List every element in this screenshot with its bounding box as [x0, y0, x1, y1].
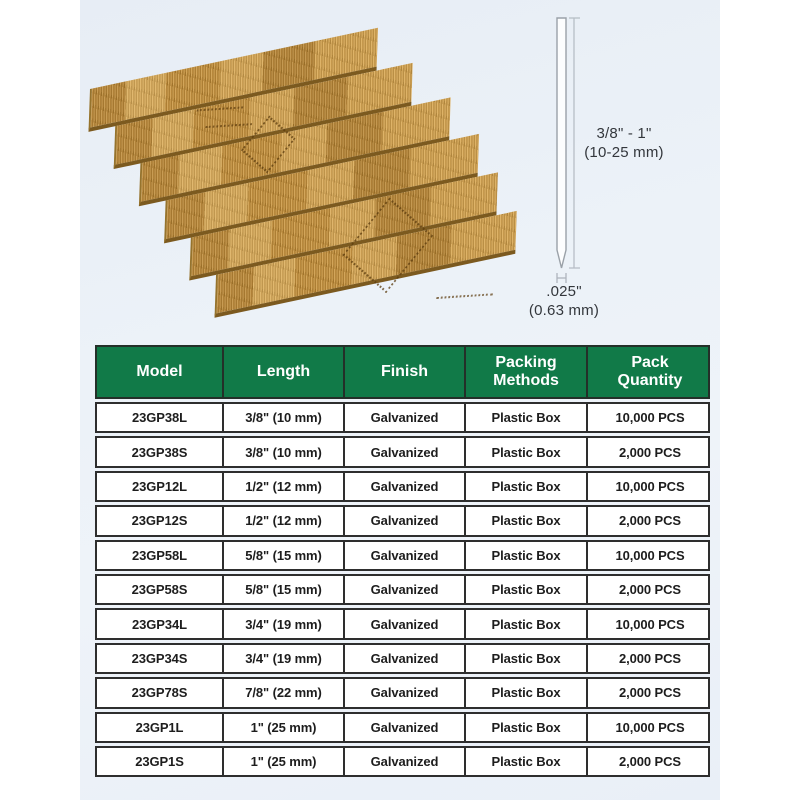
cell-quantity: 2,000 PCS [586, 645, 712, 672]
cell-model: 23GP34L [132, 616, 187, 632]
cell-finish: Galvanized [343, 576, 464, 603]
cell-finish: Galvanized [343, 542, 464, 569]
diameter-metric-text: (0.63 mm) [528, 302, 600, 319]
column-header-model: Model [136, 363, 183, 380]
table-row [95, 436, 710, 467]
column-header-packing-methods: Packing Methods [464, 347, 586, 397]
cell-model: 23GP1L [135, 719, 184, 735]
cell-quantity: 2,000 PCS [586, 748, 712, 775]
column-header-pack-quantity: Pack Quantity [586, 347, 712, 397]
cell-quantity: 2,000 PCS [586, 438, 712, 465]
cell-length: 5/8" (15 mm) [222, 576, 343, 603]
cell-packing: Plastic Box [464, 438, 586, 465]
cell-quantity: 10,000 PCS [586, 404, 712, 431]
cell-length: 3/8" (10 mm) [222, 404, 343, 431]
cell-quantity: 10,000 PCS [586, 473, 712, 500]
cell-finish: Galvanized [343, 438, 464, 465]
cell-packing: Plastic Box [464, 748, 586, 775]
cell-length: 5/8" (15 mm) [222, 542, 343, 569]
cell-packing: Plastic Box [464, 610, 586, 637]
table-row [95, 608, 710, 639]
cell-model: 23GP58L [132, 547, 187, 563]
cell-length: 1" (25 mm) [222, 748, 343, 775]
product-image-panel [80, 0, 720, 800]
cell-finish: Galvanized [343, 610, 464, 637]
cell-model: 23GP38L [132, 410, 187, 426]
diameter-dimension-label [504, 282, 624, 320]
cell-model: 23GP38S [131, 444, 188, 460]
table-row [95, 746, 710, 777]
column-header-finish: Finish [343, 347, 464, 397]
cell-packing: Plastic Box [464, 679, 586, 706]
cell-length: 7/8" (22 mm) [222, 679, 343, 706]
cell-quantity: 10,000 PCS [586, 542, 712, 569]
cell-model: 23GP78S [131, 685, 188, 701]
table-header-row [95, 345, 710, 399]
cell-length: 3/4" (19 mm) [222, 610, 343, 637]
cell-packing: Plastic Box [464, 404, 586, 431]
cell-packing: Plastic Box [464, 576, 586, 603]
cell-length: 3/4" (19 mm) [222, 645, 343, 672]
length-dimension-label [564, 124, 684, 162]
cell-packing: Plastic Box [464, 542, 586, 569]
table-row [95, 505, 710, 536]
cell-packing: Plastic Box [464, 645, 586, 672]
cell-length: 3/8" (10 mm) [222, 438, 343, 465]
cell-packing: Plastic Box [464, 473, 586, 500]
cell-model: 23GP1S [135, 754, 184, 770]
cell-quantity: 10,000 PCS [586, 714, 712, 741]
diameter-text: .025" [546, 283, 582, 300]
cell-length: 1/2" (12 mm) [222, 507, 343, 534]
table-row [95, 540, 710, 571]
etched-dotted-line [436, 293, 493, 299]
cell-quantity: 2,000 PCS [586, 507, 712, 534]
cell-finish: Galvanized [343, 714, 464, 741]
spec-table [95, 345, 710, 777]
cell-length: 1/2" (12 mm) [222, 473, 343, 500]
table-row [95, 712, 710, 743]
cell-quantity: 10,000 PCS [586, 610, 712, 637]
table-row [95, 677, 710, 708]
cell-model: 23GP12L [132, 478, 187, 494]
cell-quantity: 2,000 PCS [586, 679, 712, 706]
table-row [95, 574, 710, 605]
cell-finish: Galvanized [343, 404, 464, 431]
cell-finish: Galvanized [343, 507, 464, 534]
cell-model: 23GP34S [131, 650, 188, 666]
table-row [95, 643, 710, 674]
cell-model: 23GP12S [131, 513, 188, 529]
cell-packing: Plastic Box [464, 714, 586, 741]
column-header-length: Length [222, 347, 343, 397]
length-range-metric-text: (10-25 mm) [584, 144, 664, 161]
cell-finish: Galvanized [343, 473, 464, 500]
cell-finish: Galvanized [343, 748, 464, 775]
length-range-text: 3/8" - 1" [596, 125, 652, 142]
cell-quantity: 2,000 PCS [586, 576, 712, 603]
cell-finish: Galvanized [343, 645, 464, 672]
cell-model: 23GP58S [131, 582, 188, 598]
table-row [95, 402, 710, 433]
table-row [95, 471, 710, 502]
cell-packing: Plastic Box [464, 507, 586, 534]
cell-finish: Galvanized [343, 679, 464, 706]
cell-length: 1" (25 mm) [222, 714, 343, 741]
